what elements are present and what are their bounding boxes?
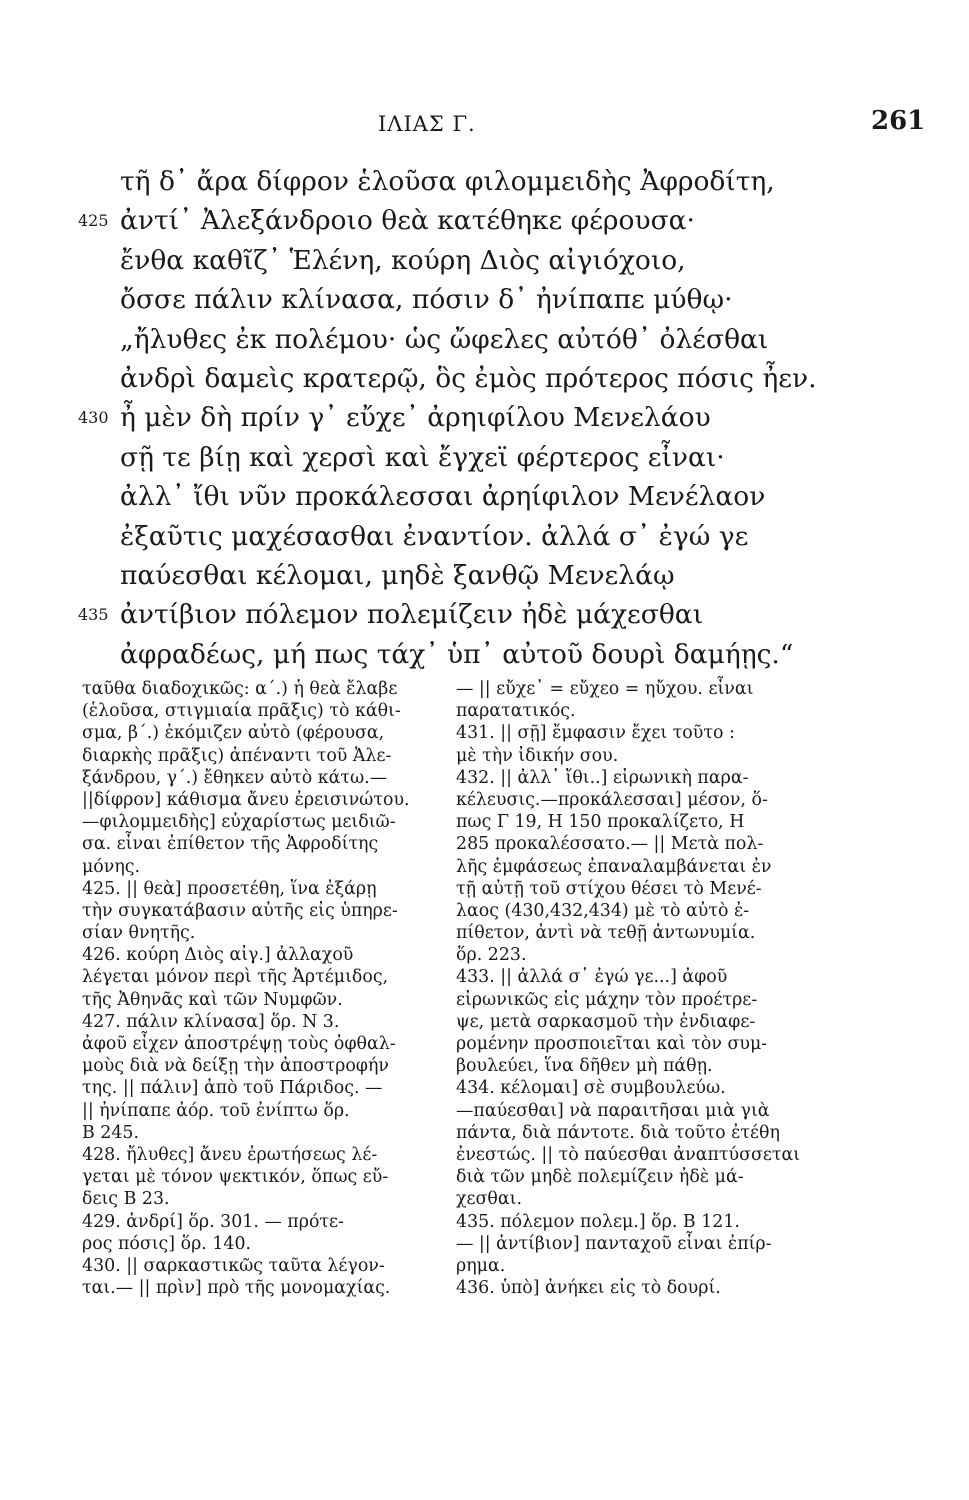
verse-text: ὄσσε πάλιν κλίνασα, πόσιν δ᾽ ἠνίπαπε μύθῳ· [120, 284, 733, 316]
commentary-line: 426. κούρη Διὸς αἰγ.] ἀλλαχοῦ [82, 945, 354, 966]
commentary-line: μόνης. [82, 856, 141, 877]
commentary-line: δεις Β 23. [82, 1189, 170, 1210]
verse-text: ἀντίβιον πόλεμον πολεμίζειν ἠδὲ μάχεσθαι [120, 599, 704, 631]
commentary-line: πως Γ 19, Η 150 προκαλίζετο, Η [456, 812, 745, 833]
commentary-line: 427. πάλιν κλίνασα] ὅρ. Ν 3. [82, 1011, 340, 1032]
verse-line [0, 241, 969, 280]
commentary-line: κέλευσις.—προκάλεσσαι] μέσον, ὅ- [456, 789, 768, 810]
commentary-line: — || ἀντίβιον] πανταχοῦ εἶναι ἐπίρ- [456, 1233, 772, 1254]
commentary-line: || ἠνίπαπε ἀόρ. τοῦ ἐνίπτω ὅρ. [82, 1100, 350, 1121]
page-number: 261 [871, 106, 926, 136]
commentary-line: μοὺς διὰ νὰ δείξῃ τὴν ἀποστροφήν [82, 1056, 389, 1077]
commentary-line: 436. ὑπὸ] ἀνήκει εἰς τὸ δουρί. [456, 1278, 721, 1299]
commentary-line: ἀφοῦ εἶχεν ἀποστρέψῃ τοὺς ὀφθαλ- [82, 1034, 396, 1054]
verse-text: ἐξαῦτις μαχέσασθαι ἐναντίον. ἀλλά σ᾽ ἐγώ γε [120, 520, 749, 552]
verse-line [0, 438, 969, 477]
commentary-line: τὴν συγκατάβασιν αὐτῆς εἰς ὑπηρε- [82, 900, 398, 921]
commentary-line: ται.— || πρὶν] πρὸ τῆς μονομαχίας. [82, 1278, 391, 1299]
poem-text [0, 162, 969, 674]
verse-line [0, 398, 969, 437]
commentary-line: ρομένην προσποιεῖται καὶ τὸν συμ- [456, 1034, 768, 1054]
commentary-line: 425. || θεὰ] προσετέθη, ἵνα ἐξάρῃ [82, 878, 377, 899]
verse-line [0, 162, 969, 201]
commentary-right-column [456, 678, 806, 1299]
verse-text: ἀνδρὶ δαμεὶς κρατερῷ, ὃς ἐμὸς πρότερος πόσις ἦεν. [120, 362, 817, 394]
commentary-line: βουλεύει, ἵνα δῆθεν μὴ πάθῃ. [456, 1056, 713, 1077]
commentary-line: ψε, μετὰ σαρκασμοῦ τὴν ἐνδιαφε- [456, 1011, 756, 1032]
line-number: 430 [78, 408, 109, 428]
commentary-line: — || εὔχε᾽ = εὔχεο = ηὔχου. εἶναι [456, 679, 754, 699]
commentary-line: 285 προκαλέσσατο.— || Μετὰ πολ- [456, 834, 764, 855]
verse-text: ἔνθα καθῖζ᾽ Ἑλένη, κούρη Διὸς αἰγιόχοιο, [120, 244, 686, 276]
commentary-line: 431. || σῇ] ἔμφασιν ἔχει τοῦτο : [456, 723, 735, 744]
commentary-line: χεσθαι. [456, 1189, 522, 1210]
commentary-line: 433. || ἀλλά σ᾽ ἐγώ γε...] ἀφοῦ [456, 967, 728, 988]
commentary-line: —φιλομμειδὴς] εὐχαρίστως μειδιῶ- [82, 812, 396, 833]
commentary-line: πίθετον, ἀντὶ νὰ τεθῇ ἀντωνυμία. [456, 923, 756, 944]
verse-text: σῇ τε βίῃ καὶ χερσὶ καὶ ἔγχεϊ φέρτερος εἶναι· [120, 441, 725, 473]
verse-text: ἦ μὲν δὴ πρίν γ᾽ εὔχε᾽ ἀρηιφίλου Μενελάου [120, 402, 711, 434]
commentary-line: (ἑλοῦσα, στιγμιαία πρᾶξις) τὸ κάθι- [82, 701, 401, 722]
commentary-line: —παύεσθαι] νὰ παραιτῆσαι μιὰ γιὰ [456, 1100, 770, 1121]
verse-line [0, 595, 969, 634]
commentary-line: παρατατικός. [456, 701, 576, 722]
commentary-line: μὲ τὴν ἰδικήν σου. [456, 745, 619, 766]
commentary-line: τῇ αὐτῇ τοῦ στίχου θέσει τὸ Μενέ- [456, 878, 762, 899]
verse-line [0, 201, 969, 240]
verse-text: ἀλλ᾽ ἴθι νῦν προκάλεσσαι ἀρηίφιλον Μενέλαον [120, 481, 766, 513]
commentary-line: ὅρ. 223. [456, 945, 527, 966]
verse-text: „ἤλυθες ἐκ πολέμου· ὡς ὤφελες αὐτόθ᾽ ὀλέσθαι [120, 323, 769, 355]
commentary-line: ταῦθα διαδοχικῶς: α΄.) ἡ θεὰ ἔλαβε [82, 679, 398, 699]
commentary-line: σίαν θνητῆς. [82, 923, 196, 944]
verse-line [0, 517, 969, 556]
commentary-line: 435. πόλεμον πολεμ.] ὅρ. Β 121. [456, 1211, 740, 1232]
commentary-line: σα. εἶναι ἐπίθετον τῆς Ἀφροδίτης [82, 834, 379, 855]
verse-text: παύεσθαι κέλομαι, μηδὲ ξανθῷ Μενελάῳ [120, 559, 675, 591]
commentary-line: ||δίφρον] κάθισμα ἄνευ ἐρεισινώτου. [82, 789, 410, 810]
commentary-line: 428. ἤλυθες] ἄνευ ἐρωτήσεως λέ- [82, 1144, 378, 1165]
commentary-line: διὰ τῶν μηδὲ πολεμίζειν ἠδὲ μά- [456, 1167, 744, 1188]
commentary-line: της. || πάλιν] ἀπὸ τοῦ Πάριδος. — [82, 1078, 383, 1099]
commentary-line: 432. || ἀλλ᾽ ἴθι..] εἰρωνικὴ παρα- [456, 767, 749, 788]
commentary-line: λαος (430,432,434) μὲ τὸ αὐτὸ ἐ- [456, 900, 750, 921]
verse-line [0, 280, 969, 319]
commentary-line: τῆς Ἀθηνᾶς καὶ τῶν Νυμφῶν. [82, 989, 343, 1010]
verse-line [0, 359, 969, 398]
commentary-line: πάντα, διὰ πάντοτε. διὰ τοῦτο ἐτέθη [456, 1122, 780, 1143]
commentary-line: ρος πόσις] ὅρ. 140. [82, 1233, 252, 1254]
verse-line [0, 320, 969, 359]
commentary-line: ρημα. [456, 1255, 506, 1276]
verse-line [0, 477, 969, 516]
verse-text: τῆ δ᾽ ἄρα δίφρον ἑλοῦσα φιλομμειδὴς Ἀφροδίτη, [120, 166, 775, 197]
commentary-line: σμα, β΄.) ἐκόμιζεν αὐτὸ (φέρουσα, [82, 723, 385, 744]
commentary-line: 434. κέλομαι] σὲ συμβουλεύω. [456, 1078, 726, 1099]
verse-text: ἀντί᾽ Ἀλεξάνδροιο θεὰ κατέθηκε φέρουσα· [120, 205, 695, 237]
commentary-line: 429. ἀνδρί] ὅρ. 301. — πρότε- [82, 1211, 344, 1232]
commentary-line: ἐνεστώς. || τὸ παύεσθαι ἀναπτύσσεται [456, 1144, 801, 1165]
commentary-line: διαρκὴς πρᾶξις) ἀπέναντι τοῦ Ἀλε- [82, 745, 392, 766]
verse-text: ἀφραδέως, μή πως τάχ᾽ ὑπ᾽ αὐτοῦ δουρὶ δαμήῃς.“ [120, 638, 794, 670]
commentary-line: εἰρωνικῶς εἰς μάχην τὸν προέτρε- [456, 989, 758, 1010]
verse-line [0, 635, 969, 674]
commentary-line: λῆς ἐμφάσεως ἐπαναλαμβάνεται ἐν [456, 856, 772, 877]
commentary-line: λέγεται μόνον περὶ τῆς Ἀρτέμιδος, [82, 967, 389, 988]
commentary-line: Β 245. [82, 1122, 140, 1143]
commentary-line: ξάνδρου, γ΄.) ἔθηκεν αὐτὸ κάτω.— [82, 767, 388, 788]
verse-line [0, 556, 969, 595]
commentary-line: γεται μὲ τόνον ψεκτικόν, ὅπως εὔ- [82, 1167, 389, 1188]
commentary-line: 430. || σαρκαστικῶς ταῦτα λέγον- [82, 1255, 385, 1276]
commentary-left-column [82, 678, 437, 1299]
line-number: 435 [78, 605, 109, 625]
running-head: ΙΛΙΑΣ Γ. [378, 112, 476, 136]
line-number: 425 [78, 211, 109, 231]
